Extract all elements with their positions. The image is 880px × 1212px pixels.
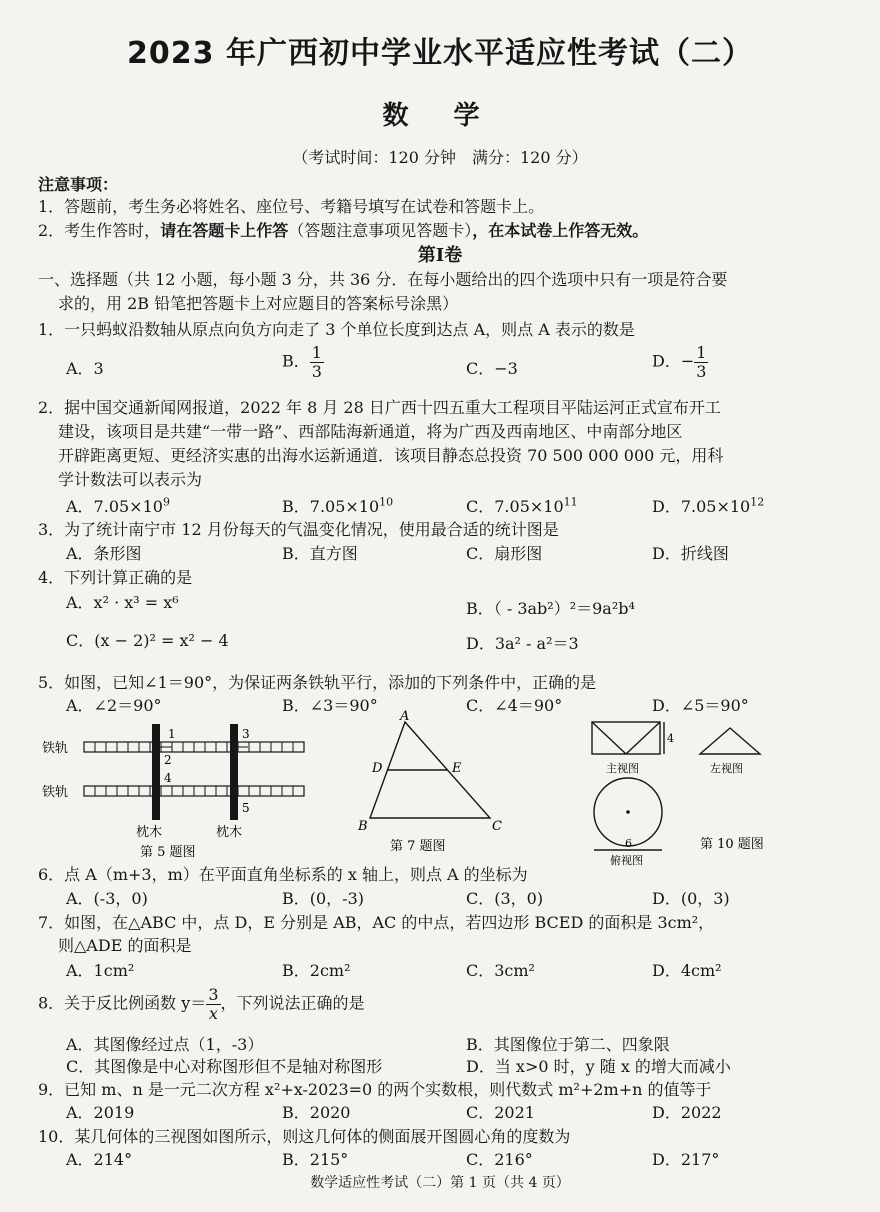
point-a: A <box>400 710 410 724</box>
q2-option-d: D．$7.05\times 10^{12}$ <box>652 495 765 516</box>
q4-option-a: A．x² · x³ = x⁶ <box>66 593 179 612</box>
q3-stem: 3．为了统计南宁市 12 月份每天的气温变化情况，使用最合适的统计图是 <box>38 520 559 539</box>
point-d: D <box>372 761 383 776</box>
q9-option-b: B．2020 <box>282 1103 351 1122</box>
angle-1: 1 <box>168 727 176 741</box>
q6-stem: 6．点 A（m+3，m）在平面直角坐标系的 x 轴上，则点 A 的坐标为 <box>38 865 528 884</box>
q10-stem: 10．某几何体的三视图如图所示，则这几何体的侧面展开图圆心角的度数为 <box>38 1127 571 1146</box>
q9-option-d: D．2022 <box>652 1103 722 1122</box>
top-view-label: 俯视图 <box>610 854 643 866</box>
q7-option-d: D．4cm² <box>652 961 722 980</box>
q7-line-2: 则△ADE 的面积是 <box>58 936 192 955</box>
q10-option-c: C．216° <box>466 1150 533 1169</box>
q1-option-a: A．3 <box>66 359 104 378</box>
point-b: B <box>358 819 368 834</box>
notes-item-1: 1．答题前，考生务必将姓名、座位号、考籍号填写在试卷和答题卡上。 <box>38 197 545 216</box>
q7-option-b: B．2cm² <box>282 961 351 980</box>
q5-stem: 5．如图，已知∠1＝90°，为保证两条铁轨平行，添加的下列条件中，正确的是 <box>38 673 597 692</box>
q2-line-1: 2．据中国交通新闻网报道，2022 年 8 月 28 日广西十四五重大工程项目平陆运河正式宣布开工 <box>38 398 721 417</box>
notes-item-2-b: 请在答题卡上作答 <box>160 221 289 240</box>
figure-5-caption: 第 5 题图 <box>140 845 196 860</box>
q2-option-b: B．$7.05\times 10^{10}$ <box>282 495 394 516</box>
figure-5-rails <box>40 720 310 860</box>
q4-option-b: B．（ - 3ab²）²＝9a²b⁴ <box>466 599 635 618</box>
q4-stem: 4．下列计算正确的是 <box>38 568 193 587</box>
q8-option-c: C．其图像是中心对称图形但不是轴对称图形 <box>66 1057 383 1076</box>
angle-2: 2 <box>164 753 172 767</box>
angle-4: 4 <box>164 771 172 785</box>
q9-option-c: C．2021 <box>466 1103 535 1122</box>
q6-option-a: A．(-3，0) <box>66 889 148 908</box>
q7-line-1: 7．如图，在△ABC 中，点 D，E 分别是 AB，AC 的中点，若四边形 BCED 的面积是 3cm²， <box>38 913 715 932</box>
exam-title: 2023 年广西初中学业水平适应性考试（二） <box>127 36 753 71</box>
tie-label-1: 枕木 <box>136 825 163 840</box>
q10-option-a: A．214° <box>66 1150 133 1169</box>
q8-stem: 8．关于反比例函数 y＝ $\frac{3}{x}$ ，下列说法正确的是 <box>38 985 365 1023</box>
notes-item-2-c: （答题注意事项见答题卡） <box>288 221 473 240</box>
q1-option-b: B． $\frac{1}{3}$ <box>282 343 322 381</box>
q9-stem: 9．已知 m、n 是一元二次方程 x²+x-2023=0 的两个实数根，则代数式 m²+2m+n 的值等于 <box>38 1080 712 1099</box>
q10-option-d: D．217° <box>652 1150 720 1169</box>
figure-7-triangle <box>350 710 520 855</box>
figure-10-views <box>580 716 780 866</box>
rail-label-2: 铁轨 <box>42 785 69 800</box>
q8-option-b: B．其图像位于第二、四象限 <box>466 1035 670 1054</box>
point-e: E <box>452 761 462 776</box>
q3-option-d: D．折线图 <box>652 544 729 563</box>
figure-10-caption: 第 10 题图 <box>700 837 764 852</box>
section-heading-2: 求的，用 2B 铅笔把答题卡上对应题目的答案标号涂黑） <box>58 294 459 313</box>
angle-3: 3 <box>242 727 250 741</box>
q9-option-a: A．2019 <box>66 1103 135 1122</box>
tie-label-2: 枕木 <box>216 825 243 840</box>
notes-heading: 注意事项： <box>38 175 119 194</box>
notes-item-2-d: ，在本试卷上作答无效。 <box>472 221 649 240</box>
diameter-label: 6 <box>625 837 632 850</box>
point-c: C <box>492 819 502 834</box>
q6-option-b: B．(0，-3) <box>282 889 365 908</box>
exam-info: （考试时间：120 分钟 满分：120 分） <box>292 148 588 167</box>
angle-5: 5 <box>242 801 250 815</box>
q3-option-b: B．直方图 <box>282 544 358 563</box>
q6-option-c: C．(3，0) <box>466 889 544 908</box>
height-label: 4 <box>667 732 674 745</box>
q2-line-2: 建设，该项目是共建“一带一路”、西部陆海新通道，将为广西及西南地区、中南部分地区 <box>58 422 683 441</box>
q5-option-c: C．∠4＝90° <box>466 696 563 715</box>
subject-title: 数 学 <box>382 101 498 131</box>
q3-option-c: C．扇形图 <box>466 544 543 563</box>
rail-label-1: 铁轨 <box>42 741 69 756</box>
q2-line-3: 开辟距离更短、更经济实惠的出海水运新通道．该项目静态总投资 70 500 000 000 元，用科 <box>58 446 724 465</box>
q1-option-c: C．−3 <box>466 359 518 378</box>
section-title: 第Ⅰ卷 <box>417 245 463 266</box>
q2-option-a: A．$7.05\times 10^9$ <box>66 495 170 516</box>
front-view-label: 主视图 <box>606 762 639 775</box>
section-heading-1: 一、选择题（共 12 小题，每小题 3 分，共 36 分．在每小题给出的四个选项中只有一项是符合要 <box>38 270 728 289</box>
q1-option-d: D．− $\frac{1}{3}$ <box>652 343 707 381</box>
q2-line-4: 学计数法可以表示为 <box>58 470 203 489</box>
q5-option-a: A．∠2＝90° <box>66 696 162 715</box>
q7-option-c: C．3cm² <box>466 961 535 980</box>
q2-option-c: C．$7.05\times 10^{11}$ <box>466 495 578 516</box>
q4-option-d: D．3a² - a²＝3 <box>466 634 579 653</box>
q8-option-a: A．其图像经过点（1，-3） <box>66 1035 264 1054</box>
q3-option-a: A．条形图 <box>66 544 142 563</box>
left-view-label: 左视图 <box>710 762 743 775</box>
q7-option-a: A．1cm² <box>66 961 135 980</box>
q8-option-d: D．当 x>0 时，y 随 x 的增大而减小 <box>466 1057 731 1076</box>
q10-option-b: B．215° <box>282 1150 349 1169</box>
page-footer: 数学适应性考试（二）第 1 页（共 4 页） <box>310 1175 570 1191</box>
q1-stem: 1．一只蚂蚁沿数轴从原点向负方向走了 3 个单位长度到达点 A，则点 A 表示的数是 <box>38 320 635 339</box>
q5-option-d: D．∠5＝90° <box>652 696 749 715</box>
q5-option-b: B．∠3＝90° <box>282 696 378 715</box>
q6-option-d: D．(0，3) <box>652 889 730 908</box>
figure-7-caption: 第 7 题图 <box>390 839 446 854</box>
notes-item-2-a: 2．考生作答时， <box>38 221 161 240</box>
notes-item-2 <box>38 218 648 241</box>
q4-option-c: C．(x − 2)² = x² − 4 <box>66 631 229 650</box>
